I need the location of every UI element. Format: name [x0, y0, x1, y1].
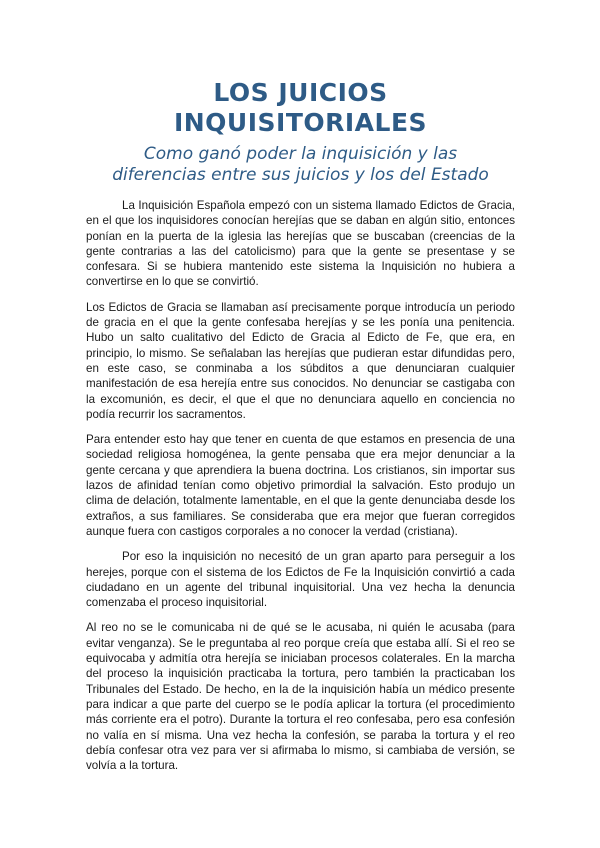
paragraph-1: La Inquisición Española empezó con un sistema llamado Edictos de Gracia, en el que los inquisidores conocían herejías que se daban en algún sitio, entonces ponían en la puerta de la iglesia las herejías que se buscaban (creencias de la gente contrarias a las del catolicismo) para que la gente se presentase y se confesara. Si se hubiera mantenido este sistema la Inquisición no hubiera a convertirse en lo que se convirtió. — [86, 199, 515, 289]
subtitle-line-2: diferencias entre sus juicios y los del Estado — [112, 165, 489, 185]
paragraph-5: Al reo no se le comunicaba ni de qué se le acusaba, ni quién le acusaba (para evitar venganza). Se le preguntaba al reo porque creía que estaba allí. Si el reo se equivocaba y admitía otra herejía se iniciaban procesos colaterales. En la marcha del proceso la inquisición practicaba la tortura, pero también la practicaban los Tribunales del Estado. De hecho, en la de la inquisición había un médico presente para indicar a que parte del cuerpo se le podía aplicar la tortura (el procedimiento más corriente era el potro). Durante la tortura el reo confesaba, pero esa confesión no valía en sí misma. Una vez hecha la confesión, se paraba la tortura y el reo debía confesar otra vez para ver si afirmaba lo mismo, si cambiaba de versión, se volvía a la tortura. — [86, 621, 515, 773]
document-title: LOS JUICIOS INQUISITORIALES — [173, 78, 428, 137]
paragraph-4: Por eso la inquisición no necesitó de un gran aparto para perseguir a los herejes, porque con el sistema de los Edictos de Fe la Inquisición convirtió a cada ciudadano en un agente del tribunal inquisitorial. Una vez hecha la denuncia comenzaba el proceso inquisitorial. — [86, 550, 515, 610]
paragraph-2: Los Edictos de Gracia se llamaban así precisamente porque introducía un periodo de gracia en el que la gente confesaba herejías y se les ponía una penitencia. Hubo un salto cualitativo del Edicto de Gracia al Edicto de Fe, que era, en principio, lo mismo. Se señalaban las herejías que pudieran estar difundidas pero, en este caso, se conminaba a los súbditos a que denunciaran cualquier manifestación de esa herejía entre sus conocidos. No denunciar se castigaba con la excomunión, es decir, el que el que no denunciara aquello en conciencia no podía recurrir los sacramentos. — [86, 300, 515, 421]
paragraph-3: Para entender esto hay que tener en cuenta de que estamos en presencia de una sociedad religiosa homogénea, la gente pensaba que era mejor denunciar a la gente cercana y que aprendiera la buena doctrina. Los cristianos, sin importar sus lazos de afinidad tenían como objetivo primordial la salvación. Esto produjo un clima de delación, totalmente lamentable, en el que la gente denunciaba desde los extraños, a sus familiares. Se consideraba que era mejor que fueran corregidos aunque fuera con castigos corporales a no conocer la verdad (cristiana). — [86, 433, 515, 538]
subtitle-line-1: Como ganó poder la inquisición y las — [143, 144, 458, 164]
document-subtitle — [86, 144, 515, 186]
document-body — [86, 198, 515, 773]
